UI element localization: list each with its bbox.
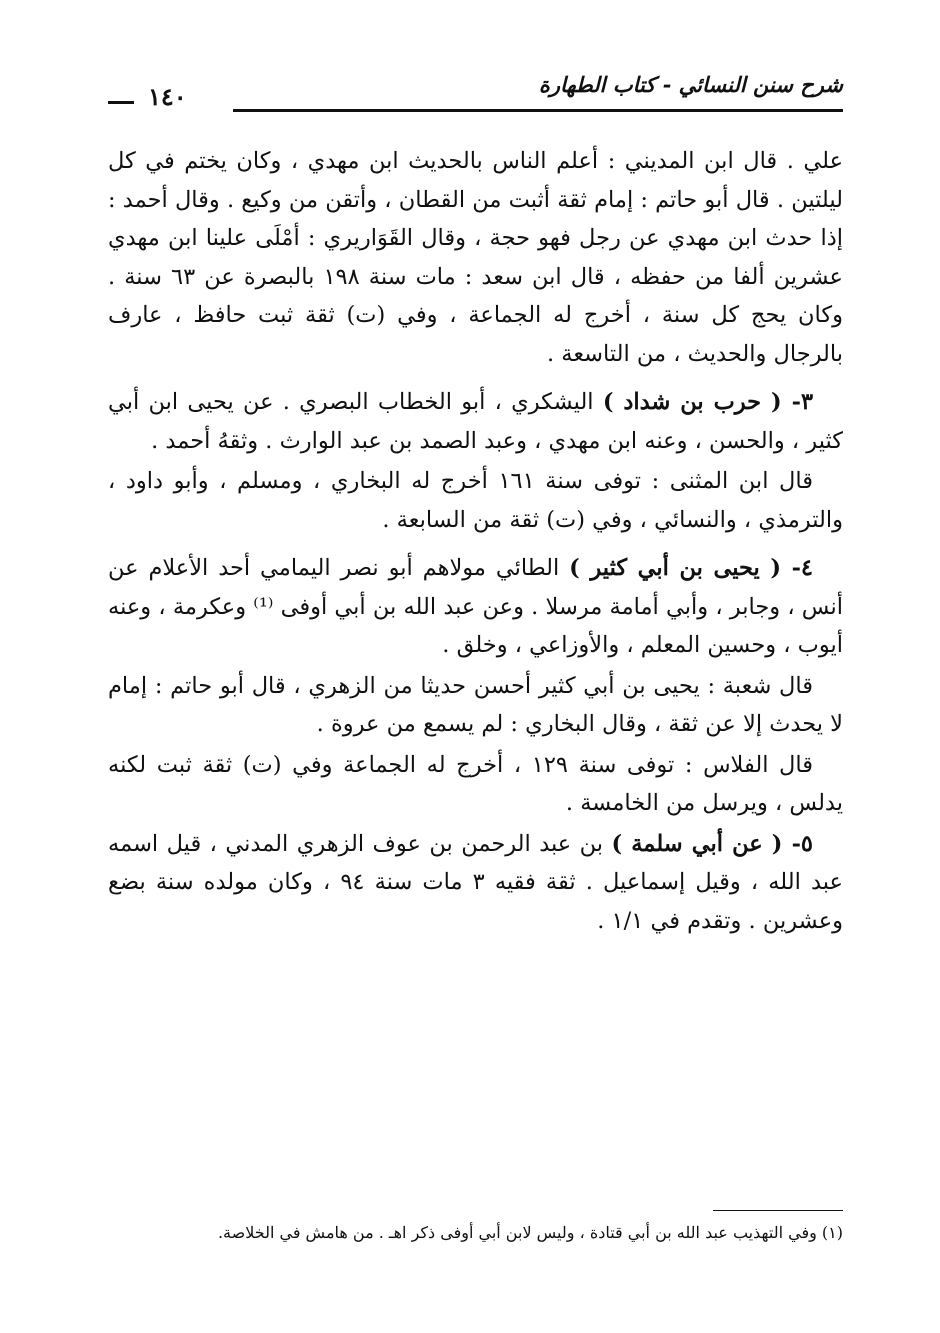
paragraph-text: بن عبد الرحمن بن عوف الزهري المدني ، قيل اسمه عبد الله ، وقيل إسماعيل . ثقة فقيه ٣ مات سنة ٩٤ ، وكان مولده سنة بضع وعشرين . وتقدم في ١/١ . [108, 830, 843, 934]
page-number-dash [108, 101, 134, 104]
paragraph-yahya-bin-abi-kathir [108, 549, 843, 665]
narrator-name: ( يحيى بن أبي كثير ) [569, 555, 781, 581]
page-header [108, 60, 843, 111]
entry-number: ٥- [782, 830, 814, 857]
paragraph-text: علي . قال ابن المديني : أعلم الناس بالحديث ابن مهدي ، وكان يختم في كل ليلتين . قال أبو حاتم : إمام ثقة أثبت من القطان ، وأتقن من وكيع . وقال أحمد : إذا حدث ابن مهدي عن رجل فهو حجة ، وقال القَوَاريري : أمْلَى علينا ابن مهدي عشرين ألفا من حفظه ، قال ابن سعد : مات سنة ١٩٨ بالبصرة عن ٦٣ سنة . وكان يحج كل سنة ، أخرج له الجماعة ، وفي (ت) ثقة ثبت حافظ ، عارف بالرجال والحديث ، من التاسعة . [108, 148, 843, 367]
entry-number: ٣- [781, 389, 814, 415]
narrator-name: ( حرب بن شداد ) [602, 389, 782, 415]
paragraph-ibn-mahdi-bio [108, 142, 843, 373]
paragraph-abi-salama [108, 825, 843, 941]
paragraph-text: قال الفلاس : توفى سنة ١٢٩ ، أخرج له الجماعة وفي (ت) ثقة ثبت لكنه يدلس ، ويرسل من الخامسة . [108, 751, 843, 816]
paragraph-text: اليشكري ، أبو الخطاب البصري . عن يحيى ابن أبي كثير ، والحسن ، وعنه ابن مهدي ، وعبد الصمد بن عبد الوارث . وثقهُ أحمد . [108, 389, 843, 454]
footnote: (١) وفي التهذيب عبد الله بن أبي قتادة ، وليس لابن أبي أوفى ذكر اهـ . من هامش في الخلاصة. [217, 1223, 843, 1242]
entry-number: ٤- [781, 555, 814, 581]
paragraph-harb-death [108, 462, 843, 539]
paragraph-text: قال ابن المثنى : توفى سنة ١٦١ أخرج له البخاري ، ومسلم ، وأبو داود ، والترمذي ، والنسائي ، وفي (ت) ثقة من السابعة . [108, 468, 843, 533]
book-page [108, 60, 843, 1242]
paragraph-text: الطائي مولاهم أبو نصر اليمامي أحد الأعلام عن أنس ، وجابر ، وأبي أمامة مرسلا . وعن عبد الله بن أبي أوفى ⁽¹⁾ وعكرمة ، وعنه أيوب ، وحسين المعلم ، والأوزاعي ، وخلق . [108, 555, 843, 658]
narrator-name: ( عن أبي سلمة ) [611, 830, 783, 857]
page-number: ١٤٠ [148, 82, 187, 111]
paragraph-harb-bin-shaddad [108, 383, 843, 460]
page-body [108, 142, 843, 942]
header-rule [233, 109, 843, 112]
paragraph-fallas-quote [108, 746, 843, 823]
paragraph-text: قال شعبة : يحيى بن أبي كثير أحسن حديثا من الزهري ، قال أبو حاتم : إمام لا يحدث إلا عن ثقة ، وقال البخاري : لم يسمع من عروة . [108, 672, 843, 737]
running-title: شرح سنن النسائي - كتاب الطهارة [538, 72, 843, 97]
paragraph-shuba-quote [108, 667, 843, 744]
footnote-rule [713, 1210, 843, 1211]
